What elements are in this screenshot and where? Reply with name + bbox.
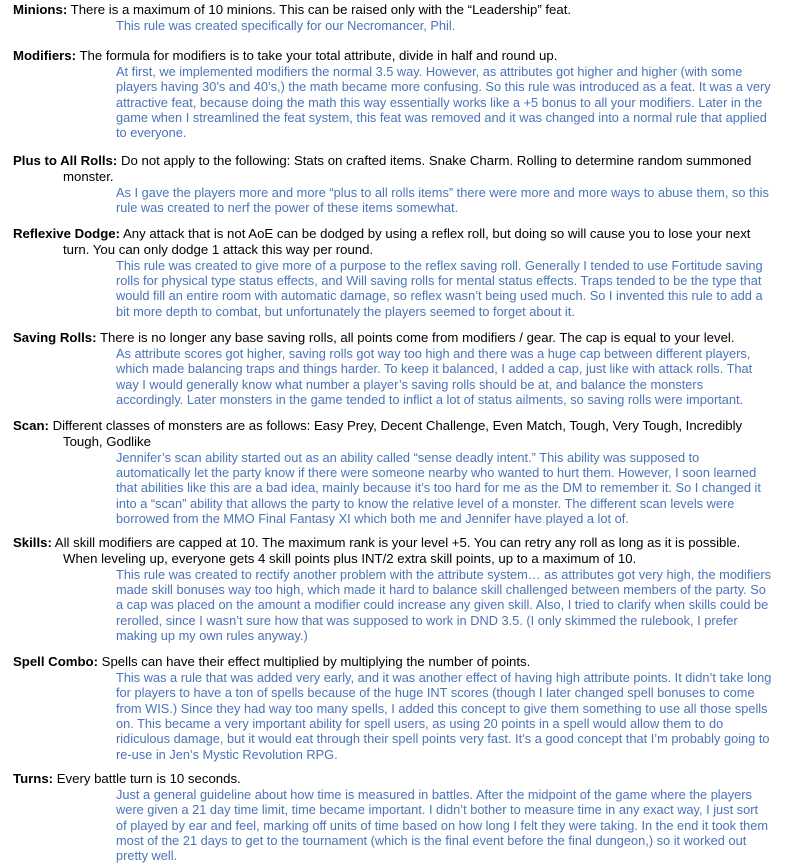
entry-reflexive-dodge xyxy=(0,226,800,319)
entry-minions xyxy=(0,2,800,33)
rule-text xyxy=(0,771,800,787)
rule-text xyxy=(0,2,800,18)
rule-text xyxy=(0,48,800,64)
rule-text xyxy=(0,535,800,567)
rule-body: Any attack that is not AoE can be dodged by using a reflex roll, but doing so will cause you to lose your next turn. You can only dodge 1 attack this way per round. xyxy=(63,226,751,257)
entry-spell-combo xyxy=(0,654,800,762)
designer-note: As I gave the players more and more “plus to all rolls items” there were more and more ways to abuse them, so this rule was created to nerf the power of these items somewhat. xyxy=(116,184,769,215)
designer-note: At first, we implemented modifiers the normal 3.5 way. However, as attributes got higher and higher (with some players having 30’s and 40’s,) the math became more confusing. So this rule was introduced as a feat. It was a very attractive feat, because doing the math this way essentially works like a +5 bonus to all your modifiers. Later in the game when I streamlined the feat system, this feat was removed and it was changed into a normal rule that applied to everyone. xyxy=(116,63,771,141)
rule-text xyxy=(0,226,800,258)
rule-text xyxy=(0,418,800,450)
rule-term: Turns: xyxy=(13,771,54,786)
rule-body: There is a maximum of 10 minions. This can be raised only with the “Leadership” feat. xyxy=(70,2,572,17)
rule-term: Saving Rolls: xyxy=(13,330,97,345)
designer-note: This rule was created specifically for our Necromancer, Phil. xyxy=(116,17,456,33)
rule-term: Modifiers: xyxy=(13,48,77,63)
entry-skills xyxy=(0,535,800,644)
rule-body: All skill modifiers are capped at 10. The maximum rank is your level +5. You can retry any roll as long as it is possible. When leveling up, everyone gets 4 skill points plus INT/2 extra skill points, up to a maximum of 10. xyxy=(54,535,741,566)
designer-note: As attribute scores got higher, saving rolls got way too high and there was a huge cap between different players, which made balancing traps and things harder. To keep it balanced, I added a cap, just like with attack rolls. That way I would generally know what number a player’s saving rolls should be at, and balance the monsters accordingly. Later monsters in the game tended to inflict a lot of status ailments, so saving rolls were important. xyxy=(116,345,753,408)
rule-body: There is no longer any base saving rolls, all points come from modifiers / gear. The cap is equal to your level. xyxy=(99,330,735,345)
entry-modifiers xyxy=(0,48,800,141)
rule-term: Plus to All Rolls: xyxy=(13,153,118,168)
rule-body: Do not apply to the following: Stats on crafted items. Snake Charm. Rolling to determine random summoned monster. xyxy=(63,153,752,184)
rule-body: Different classes of monsters are as follows: Easy Prey, Decent Challenge, Even Match, Tough, Very Tough, Incredibly Tough, Godlike xyxy=(52,418,743,449)
rule-body: Every battle turn is 10 seconds. xyxy=(56,771,241,786)
designer-note: Jennifer’s scan ability started out as an ability called “sense deadly intent.” This ability was supposed to automatically let the party know if there were someone nearby who wanted to hurt them. However, I soon learned that abilities like this are a bad idea, mainly because it’s too hard for me as the DM to remember it. So I changed it into a “scan” ability that allows the party to know the relative level of a monster. The different scan levels were borrowed from the MMO Final Fantasy XI which both me and Jennifer have played a lot of. xyxy=(116,449,761,527)
entry-turns xyxy=(0,771,800,864)
rule-body: Spells can have their effect multiplied by multiplying the number of points. xyxy=(101,654,531,669)
designer-note: Just a general guideline about how time is measured in battles. After the midpoint of the game where the players were given a 21 day time limit, time became important. I didn’t bother to measure time in any exact way, I just sort of played by ear and feel, marking off units of time based on how long I felt they were taking. In the end it took them most of the 21 days to get to the tournament (which is the final event before the final dungeon,) so it worked out pretty well. xyxy=(116,786,769,864)
rule-text xyxy=(0,153,800,185)
entry-saving-rolls xyxy=(0,330,800,407)
rule-term: Skills: xyxy=(13,535,52,550)
rule-term: Spell Combo: xyxy=(13,654,98,669)
rule-text xyxy=(0,654,800,670)
rule-text xyxy=(0,330,800,346)
rule-term: Minions: xyxy=(13,2,68,17)
designer-note: This was a rule that was added very early, and it was another effect of having high attribute points. It didn’t take long for players to have a ton of spells because of the huge INT scores (though I later changed spell bonuses to come from WIS.) Since they had way too many spells, I added this concept to give them something to use all those spells on. This became a very important ability for spell users, as using 20 points in a spell would allow them to do ridiculous damage, but it would eat through their spell points very fast. It’s a good concept that I’m probably going to re-use in Jen’s Mystic Revolution RPG. xyxy=(116,669,772,762)
rule-body: The formula for modifiers is to take your total attribute, divide in half and round up. xyxy=(79,48,558,63)
rule-term: Reflexive Dodge: xyxy=(13,226,120,241)
designer-note: This rule was created to rectify another problem with the attribute system… as attributes got very high, the modifiers made skill bonuses way too high, which made it hard to balance skill challenged between members of the party. So a cap was placed on the amount a modifier could increase any given skill. Also, I tried to clarify when skills could be rerolled, since I wasn’t sure how that was supposed to work in DND 3.5. (I only skimmed the rulebook, I prefer making up my own rules anyway.) xyxy=(116,566,772,644)
rule-term: Scan: xyxy=(13,418,49,433)
entry-plus-to-all-rolls xyxy=(0,153,800,215)
entry-scan xyxy=(0,418,800,527)
designer-note: This rule was created to give more of a purpose to the reflex saving roll. Generally I tended to use Fortitude saving rolls for physical type status effects, and Will saving rolls for mental status effects. Traps tended to be the type that would fill an entire room with automatic damage, so reflex wasn’t being used much. So I invented this rule to add a bit more depth to combat, but unfortunately the players seemed to forget about it. xyxy=(116,257,763,319)
